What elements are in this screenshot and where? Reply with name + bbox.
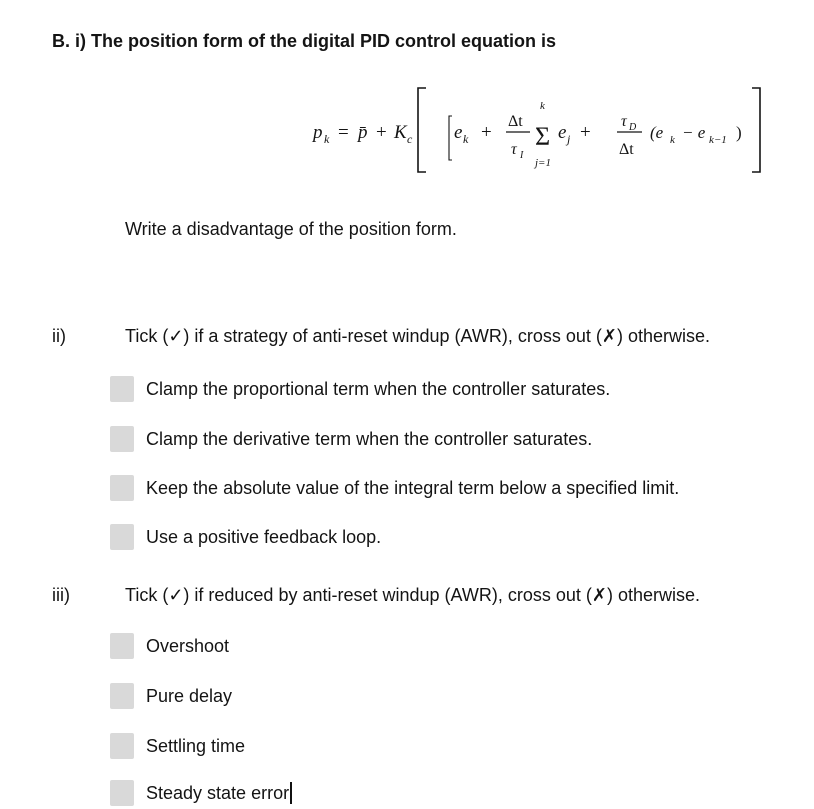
eq-plus-2: + xyxy=(481,122,492,143)
eq-gain-sub: c xyxy=(407,132,413,146)
answer-checkbox[interactable] xyxy=(110,683,134,709)
item-label: Clamp the proportional term when the controller saturates. xyxy=(146,379,611,399)
eq-sum-lower: j=1 xyxy=(535,157,551,169)
item-label: Clamp the derivative term when the controller saturates. xyxy=(146,429,593,449)
eq-diff-sub-k: k xyxy=(670,134,675,146)
answer-checkbox[interactable] xyxy=(110,475,134,501)
question-iii-item xyxy=(110,631,229,661)
eq-e-sub-j: j xyxy=(567,132,571,146)
item-label: Overshoot xyxy=(146,636,230,656)
eq-e: e xyxy=(454,122,463,143)
eq-gain: K xyxy=(394,122,407,143)
eq-sum-upper: k xyxy=(540,100,545,112)
item-label: Use a positive feedback loop. xyxy=(146,527,382,547)
question-ii-prompt: Tick (✓) if a strategy of anti-reset windup (AWR), cross out (✗) otherwise. xyxy=(125,326,710,346)
answer-checkbox[interactable] xyxy=(110,733,134,759)
question-iii-item xyxy=(110,778,292,808)
eq-right-bracket xyxy=(752,88,760,172)
eq-diff-close: ) xyxy=(736,123,742,142)
eq-equals: = xyxy=(338,122,349,143)
section-b-heading: B. i) The position form of the digital PID control equation is xyxy=(52,31,556,51)
eq-sum-symbol: Σ xyxy=(535,122,551,151)
eq-plus-3: + xyxy=(580,122,591,143)
question-iii-item xyxy=(110,731,245,761)
eq-frac2-den: Δt xyxy=(619,141,634,158)
question-iii-prompt: Tick (✓) if reduced by anti-reset windup (AWR), cross out (✗) otherwise. xyxy=(125,585,700,605)
item-label: Settling time xyxy=(146,736,246,756)
question-ii-item xyxy=(110,473,679,503)
eq-e-sub-k: k xyxy=(463,132,469,146)
eq-frac2-num: τ xyxy=(621,113,627,130)
answer-checkbox[interactable] xyxy=(110,780,134,806)
eq-diff-open: (e xyxy=(650,123,664,142)
eq-lhs: p xyxy=(313,122,323,143)
eq-frac1-den-sub: I xyxy=(520,150,524,161)
eq-plus-1: + xyxy=(376,122,387,143)
answer-checkbox[interactable] xyxy=(110,376,134,402)
eq-inner-bracket xyxy=(449,116,452,160)
question-ii-item xyxy=(110,522,381,552)
answer-checkbox[interactable] xyxy=(110,524,134,550)
question-i-text: Write a disadvantage of the position form. xyxy=(125,219,457,239)
eq-pbar: p̄ xyxy=(358,122,368,143)
item-label: Keep the absolute value of the integral term below a specified limit. xyxy=(146,478,680,498)
eq-left-bracket xyxy=(418,88,426,172)
question-iii-item xyxy=(110,681,232,711)
question-ii-item xyxy=(110,374,610,404)
eq-diff-minus: − e xyxy=(682,123,706,142)
eq-lhs-sub: k xyxy=(324,132,330,146)
question-ii-item xyxy=(110,424,592,454)
item-label[interactable]: Steady state error xyxy=(146,783,290,803)
eq-frac2-num-sub: D xyxy=(629,122,637,133)
text-cursor xyxy=(290,782,292,804)
eq-e-j: e xyxy=(558,122,567,143)
answer-checkbox[interactable] xyxy=(110,426,134,452)
question-ii-label: ii) xyxy=(52,326,66,346)
eq-frac1-num: Δt xyxy=(508,113,523,130)
eq-diff-sub-prev: k−1 xyxy=(709,134,727,146)
pid-position-equation xyxy=(0,0,814,200)
answer-checkbox[interactable] xyxy=(110,633,134,659)
item-label: Pure delay xyxy=(146,686,233,706)
eq-frac1-den: τ xyxy=(511,141,517,158)
question-iii-label: iii) xyxy=(52,585,70,605)
